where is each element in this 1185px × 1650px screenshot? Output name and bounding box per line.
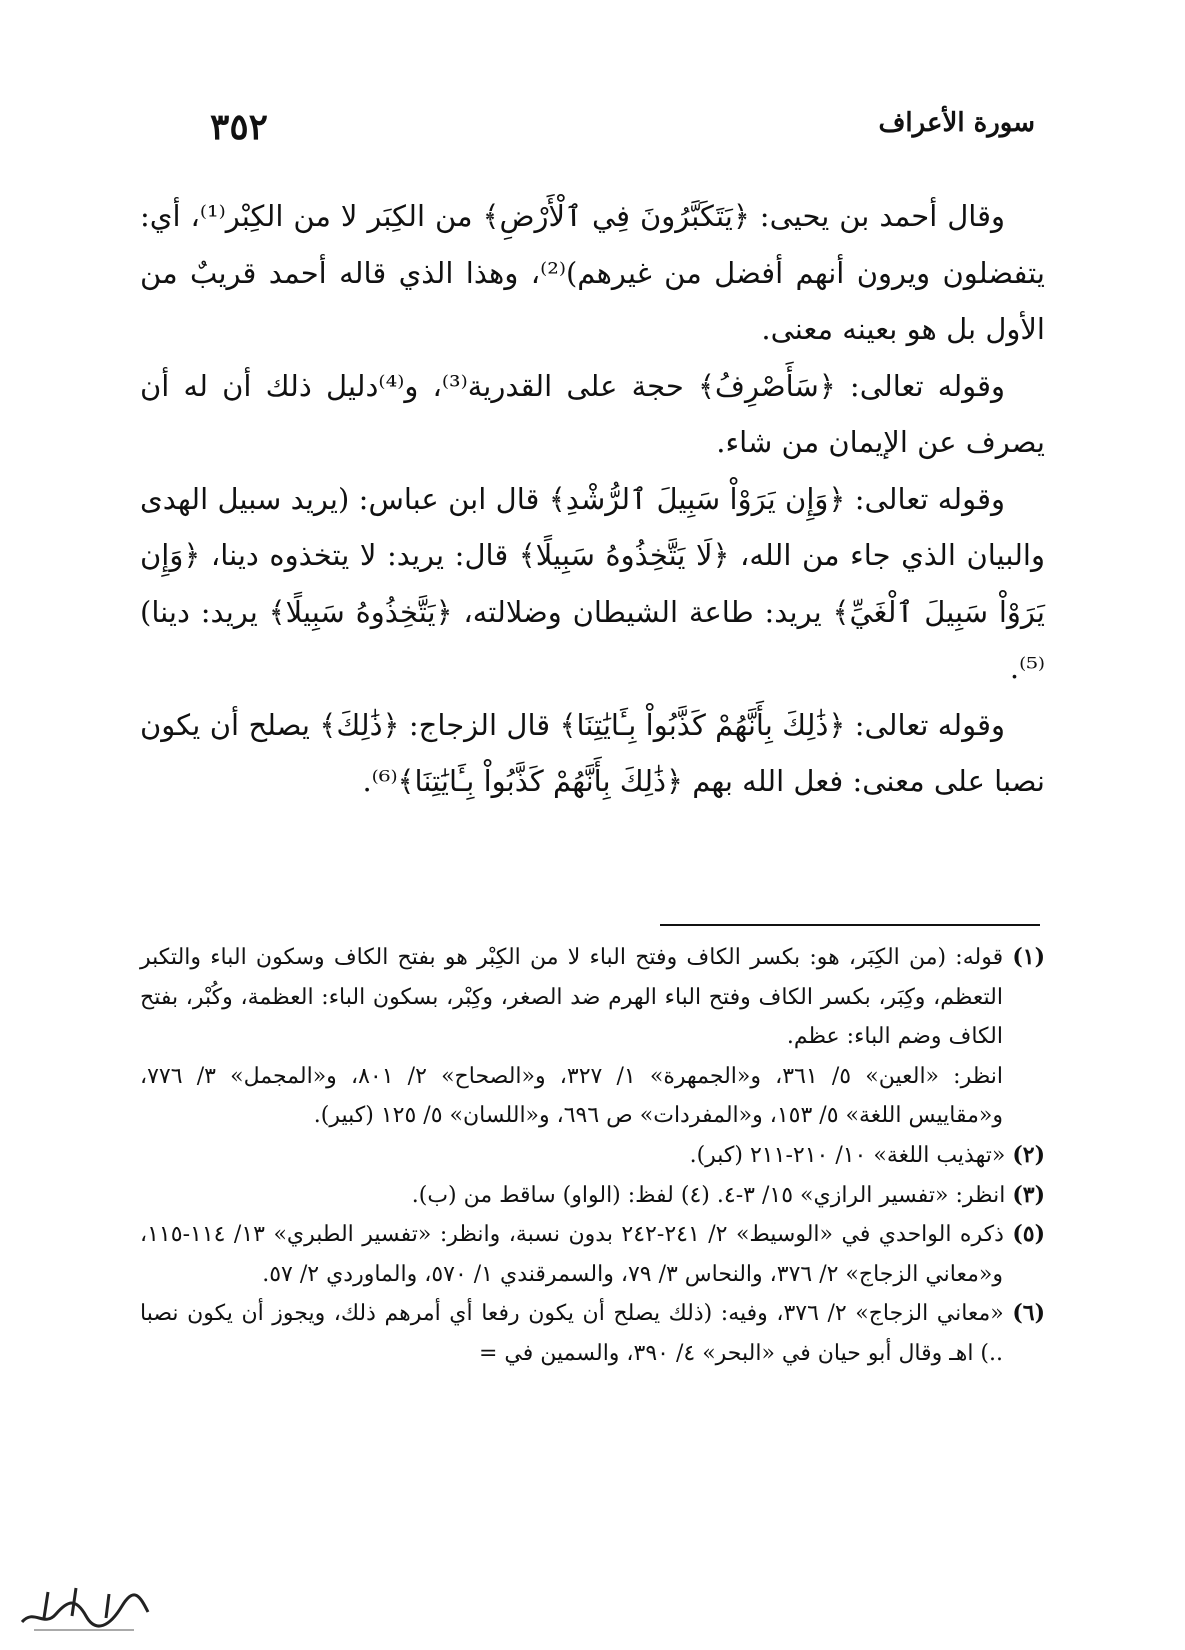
footnote: [140, 1136, 1045, 1176]
paragraph: وقوله تعالى: ﴿ذَٰلِكَ بِأَنَّهُمْ كَذَّبُواْ بِـَٔايَٰتِنَا﴾ قال الزجاج: ﴿ذَٰلِكَ﴾ يصلح أن يكون نصبا على معنى: فعل الله بهم ﴿ذَٰلِكَ بِأَنَّهُمْ كَذَّبُواْ بِـَٔايَٰتِنَا﴾⁽⁶⁾.: [140, 707, 1045, 798]
footnote-text: «معاني الزجاج» ٢/ ٣٧٦، وفيه: (ذلك يصلح أن يكون رفعا أي أمرهم ذلك، ويجوز أن يكون نصبا ..) اهـ وقال أبو حيان في «البحر» ٤/ ٣٩٠، والسمين في =: [140, 1301, 1004, 1366]
paragraph: وقوله تعالى: ﴿سَأَصْرِفُ﴾ حجة على القدرية⁽³⁾، و⁽⁴⁾دليل ذلك أن له أن يصرف عن الإيمان من شاء.: [140, 368, 1045, 459]
page-header: [210, 100, 1035, 160]
footnote-text: «تهذيب اللغة» ١٠/ ٢١٠-٢١١ (كبر).: [689, 1142, 1006, 1168]
footnote: [140, 1215, 1045, 1294]
footnote-text: انظر: «العين» ٥/ ٣٦١، و«الجمهرة» ١/ ٣٢٧، و«الصحاح» ٢/ ٨٠١، و«المجمل» ٣/ ٧٧٦، و«مقاييس اللغة» ٥/ ١٥٣، و«المفردات» ص ٦٩٦، و«اللسان» ٥/ ١٢٥ (كبير).: [140, 1063, 1004, 1129]
footnote-number: (٥): [1012, 1221, 1046, 1248]
footnote: [140, 1294, 1045, 1373]
footnote-continuation: [140, 1057, 1045, 1136]
calligraphy-stamp-logo: [14, 1578, 154, 1636]
page-number: ٣٥٢: [210, 106, 269, 148]
footnote: [140, 938, 1045, 1057]
paragraph: وقوله تعالى: ﴿وَإِن يَرَوْاْ سَبِيلَ ٱلرُّشْدِ﴾ قال ابن عباس: (يريد سبيل الهدى والبيان الذي جاء من الله، ﴿لَا يَتَّخِذُوهُ سَبِيلًا﴾ قال: يريد: لا يتخذوه دينا، ﴿وَإِن يَرَوْاْ سَبِيلَ ٱلْغَيِّ﴾ يريد: طاعة الشيطان وضلالته، ﴿يَتَّخِذُوهُ سَبِيلًا﴾ يريد: دينا)⁽⁵⁾.: [140, 481, 1045, 685]
footnote-number: (٦): [1012, 1300, 1045, 1327]
footnote-divider: [660, 924, 1040, 926]
paragraph: وقال أحمد بن يحيى: ﴿يَتَكَبَّرُونَ فِي ٱلْأَرْضِ﴾ من الكِبَر لا من الكِبْر⁽¹⁾، أي: يتفضلون ويرون أنهم أفضل من غيرهم)⁽²⁾، وهذا الذي قاله أحمد قريبٌ من الأول بل هو بعينه معنى.: [140, 199, 1045, 346]
surah-title: سورة الأعراف: [878, 108, 1035, 138]
footnote-number: (٢): [1012, 1141, 1045, 1168]
footnote-text: قوله: (من الكِبَر، هو: بكسر الكاف وفتح الباء لا من الكِبْر هو بفتح الكاف وسكون الباء والتكبر التعظم، وكِبَر، بكسر الكاف وفتح الباء الهرم ضد الصغر، وكِبْر، بسكون الباء: العظمة، وكُبْر، بفتح الكاف وضم الباء: عظم.: [140, 945, 1004, 1050]
main-text: [140, 188, 1045, 810]
footnote-number: (٣): [1012, 1181, 1045, 1208]
footnotes: [140, 938, 1045, 1374]
footnote: [140, 1176, 1045, 1216]
footnote-text: انظر: «تفسير الرازي» ١٥/ ٣-٤. (٤) لفظ: (الواو) ساقط من (ب).: [411, 1182, 1006, 1208]
footnote-number: (١): [1012, 944, 1045, 970]
footnote-text: ذكره الواحدي في «الوسيط» ٢/ ٢٤١-٢٤٢ بدون نسبة، وانظر: «تفسير الطبري» ١٣/ ١١٤-١١٥، و«معاني الزجاج» ٢/ ٣٧٦، والنحاس ٣/ ٧٩، والسمرقندي ١/ ٥٧٠، والماوردي ٢/ ٥٧.: [140, 1222, 1004, 1287]
